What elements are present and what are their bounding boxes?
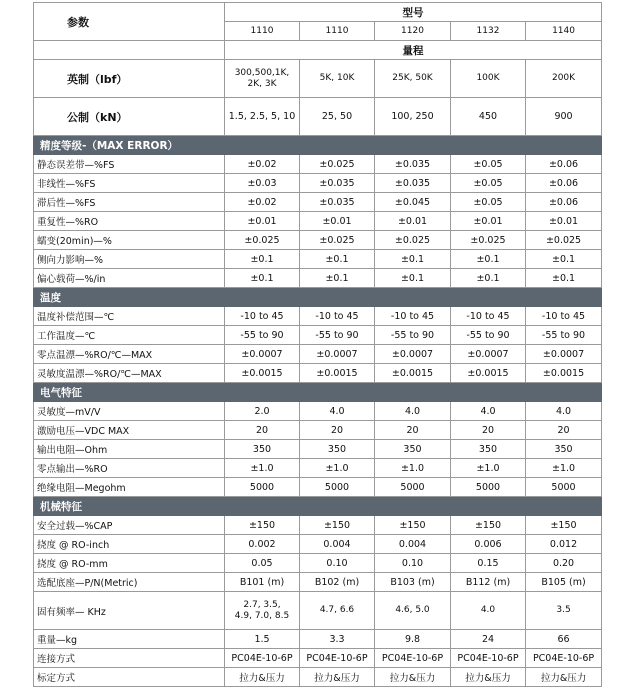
spec-row (34, 554, 602, 573)
spec-value: 0.10 (300, 554, 375, 573)
imperial-value: 25K, 50K (375, 60, 451, 98)
spec-label: 激励电压—VDC MAX (34, 421, 225, 440)
spec-value: -10 to 45 (526, 307, 602, 326)
spec-value: ±1.0 (451, 459, 526, 478)
spec-row (34, 307, 602, 326)
spec-value: B102 (m) (300, 573, 375, 592)
spec-value: ±0.1 (451, 250, 526, 269)
header-row-group (34, 3, 602, 22)
spec-value: 3.3 (300, 630, 375, 649)
spec-value: -10 to 45 (300, 307, 375, 326)
metric-value: 25, 50 (300, 98, 375, 136)
spec-label: 非线性—%FS (34, 174, 225, 193)
spec-value: ±0.0007 (375, 345, 451, 364)
spec-row (34, 459, 602, 478)
range-blank-cell (34, 41, 225, 60)
spec-value: ±0.1 (451, 269, 526, 288)
spec-label: 重复性—%RO (34, 212, 225, 231)
spec-value: ±0.01 (451, 212, 526, 231)
capacity-imperial-row (34, 60, 602, 98)
spec-value: B103 (m) (375, 573, 451, 592)
spec-value: 20 (300, 421, 375, 440)
spec-row (34, 535, 602, 554)
spec-value: 0.004 (375, 535, 451, 554)
imperial-value: 300,500,1K, 2K, 3K (225, 60, 300, 98)
spec-value: 5000 (300, 478, 375, 497)
spec-value: ±0.1 (526, 269, 602, 288)
spec-label: 输出电阻—Ohm (34, 440, 225, 459)
spec-value: 350 (225, 440, 300, 459)
spec-row (34, 345, 602, 364)
metric-value: 1.5, 2.5, 5, 10 (225, 98, 300, 136)
metric-value: 100, 250 (375, 98, 451, 136)
spec-row (34, 269, 602, 288)
spec-value: ±0.01 (375, 212, 451, 231)
spec-label: 零点温漂—%RO/℃—MAX (34, 345, 225, 364)
spec-value: ±0.1 (225, 269, 300, 288)
spec-value: ±150 (526, 516, 602, 535)
spec-value: ±1.0 (375, 459, 451, 478)
spec-value: 0.20 (526, 554, 602, 573)
spec-value: ±0.025 (300, 155, 375, 174)
spec-value: ±0.03 (225, 174, 300, 193)
spec-row (34, 592, 602, 630)
spec-value: -55 to 90 (451, 326, 526, 345)
spec-label: 滞后性—%FS (34, 193, 225, 212)
imperial-value: 100K (451, 60, 526, 98)
spec-value: ±150 (225, 516, 300, 535)
section-title: 机械特征 (34, 497, 602, 516)
spec-value: ±0.02 (225, 193, 300, 212)
spec-value: ±0.025 (451, 231, 526, 250)
spec-row (34, 155, 602, 174)
spec-value: 0.004 (300, 535, 375, 554)
spec-table-body (34, 3, 602, 687)
spec-value: 20 (451, 421, 526, 440)
spec-value: ±0.025 (375, 231, 451, 250)
spec-value: -55 to 90 (225, 326, 300, 345)
spec-value: 5000 (225, 478, 300, 497)
imperial-value: 200K (526, 60, 602, 98)
spec-value: 9.8 (375, 630, 451, 649)
metric-label: 公制（kN） (34, 98, 225, 136)
spec-value: -10 to 45 (451, 307, 526, 326)
imperial-label: 英制（lbf） (34, 60, 225, 98)
spec-value: 5000 (375, 478, 451, 497)
spec-value: PC04E-10-6P (375, 649, 451, 668)
spec-value: ±1.0 (225, 459, 300, 478)
spec-row (34, 364, 602, 383)
spec-value: ±0.02 (225, 155, 300, 174)
metric-value: 900 (526, 98, 602, 136)
spec-row (34, 231, 602, 250)
spec-label: 标定方式 (34, 668, 225, 687)
spec-value: ±0.1 (526, 250, 602, 269)
spec-value: 0.05 (225, 554, 300, 573)
spec-value: ±0.025 (225, 231, 300, 250)
spec-value: 4.0 (300, 402, 375, 421)
spec-value: 24 (451, 630, 526, 649)
spec-value: ±0.0015 (526, 364, 602, 383)
spec-label: 温度补偿范围—℃ (34, 307, 225, 326)
spec-value: PC04E-10-6P (526, 649, 602, 668)
spec-row (34, 516, 602, 535)
metric-value: 450 (451, 98, 526, 136)
spec-value: ±0.0015 (451, 364, 526, 383)
spec-row (34, 478, 602, 497)
spec-row (34, 440, 602, 459)
spec-label: 静态误差带—%FS (34, 155, 225, 174)
capacity-metric-row (34, 98, 602, 136)
spec-value: 20 (526, 421, 602, 440)
spec-value: 4.7, 6.6 (300, 592, 375, 630)
spec-value: 5000 (526, 478, 602, 497)
spec-value: ±0.06 (526, 155, 602, 174)
spec-value: PC04E-10-6P (300, 649, 375, 668)
spec-value: ±0.025 (526, 231, 602, 250)
spec-value: 350 (526, 440, 602, 459)
spec-row (34, 668, 602, 687)
spec-value: 3.5 (526, 592, 602, 630)
spec-label: 挠度 @ RO-inch (34, 535, 225, 554)
spec-label: 挠度 @ RO-mm (34, 554, 225, 573)
spec-value: ±150 (300, 516, 375, 535)
spec-value: ±0.1 (300, 269, 375, 288)
spec-value: ±150 (375, 516, 451, 535)
spec-value: 350 (375, 440, 451, 459)
spec-value: 拉力&压力 (225, 668, 300, 687)
spec-value: ±0.1 (300, 250, 375, 269)
spec-value: -10 to 45 (225, 307, 300, 326)
spec-row (34, 326, 602, 345)
spec-value: 20 (375, 421, 451, 440)
spec-value: 20 (225, 421, 300, 440)
spec-value: ±0.01 (300, 212, 375, 231)
spec-row (34, 250, 602, 269)
spec-value: 66 (526, 630, 602, 649)
spec-row (34, 573, 602, 592)
spec-value: ±150 (451, 516, 526, 535)
model-cell: 1120 (375, 22, 451, 41)
spec-value: 4.0 (375, 402, 451, 421)
spec-row (34, 649, 602, 668)
spec-row (34, 174, 602, 193)
spec-value: ±0.0015 (300, 364, 375, 383)
spec-value: ±0.035 (300, 193, 375, 212)
spec-table (33, 2, 602, 687)
spec-value: ±0.0015 (375, 364, 451, 383)
spec-value: 4.0 (526, 402, 602, 421)
spec-label: 固有频率— KHz (34, 592, 225, 630)
spec-value: 0.006 (451, 535, 526, 554)
spec-value: 0.002 (225, 535, 300, 554)
range-group-label: 量程 (225, 41, 602, 60)
spec-label: 连接方式 (34, 649, 225, 668)
spec-value: ±0.05 (451, 174, 526, 193)
spec-row (34, 630, 602, 649)
param-label: 参数 (34, 3, 225, 41)
section-header-row (34, 136, 602, 155)
spec-value: ±0.045 (375, 193, 451, 212)
spec-value: 2.0 (225, 402, 300, 421)
section-header-row (34, 497, 602, 516)
spec-row (34, 402, 602, 421)
spec-label: 灵敏度温漂—%RO/℃—MAX (34, 364, 225, 383)
spec-value: B112 (m) (451, 573, 526, 592)
spec-value: 拉力&压力 (300, 668, 375, 687)
spec-value: ±0.035 (375, 155, 451, 174)
spec-value: ±0.035 (375, 174, 451, 193)
spec-value: ±0.01 (225, 212, 300, 231)
model-cell: 1132 (451, 22, 526, 41)
imperial-value: 5K, 10K (300, 60, 375, 98)
model-group-label: 型号 (225, 3, 602, 22)
model-cell: 1140 (526, 22, 602, 41)
spec-label: 蠕变(20min)—% (34, 231, 225, 250)
spec-value: ±0.1 (375, 269, 451, 288)
model-cell: 1110 (300, 22, 375, 41)
spec-value: 350 (300, 440, 375, 459)
spec-label: 重量—kg (34, 630, 225, 649)
spec-label: 工作温度—℃ (34, 326, 225, 345)
spec-value: 拉力&压力 (526, 668, 602, 687)
spec-row (34, 421, 602, 440)
spec-value: ±0.1 (375, 250, 451, 269)
section-header-row (34, 288, 602, 307)
spec-label: 零点输出—%RO (34, 459, 225, 478)
spec-value: ±0.05 (451, 155, 526, 174)
spec-value: 2.7, 3.5, 4.9, 7.0, 8.5 (225, 592, 300, 630)
spec-value: ±0.0007 (300, 345, 375, 364)
spec-value: 0.15 (451, 554, 526, 573)
spec-value: 350 (451, 440, 526, 459)
spec-value: ±0.0007 (451, 345, 526, 364)
spec-value: ±0.1 (225, 250, 300, 269)
range-group-row (34, 41, 602, 60)
spec-value: ±0.05 (451, 193, 526, 212)
spec-row (34, 193, 602, 212)
spec-value: ±1.0 (526, 459, 602, 478)
section-title: 精度等级-（MAX ERROR） (34, 136, 602, 155)
spec-value: 0.012 (526, 535, 602, 554)
section-header-row (34, 383, 602, 402)
spec-label: 绝缘电阻—Megohm (34, 478, 225, 497)
spec-value: ±0.0007 (526, 345, 602, 364)
spec-row (34, 212, 602, 231)
spec-value: 4.0 (451, 592, 526, 630)
spec-value: ±0.025 (300, 231, 375, 250)
spec-value: ±1.0 (300, 459, 375, 478)
spec-value: PC04E-10-6P (451, 649, 526, 668)
spec-value: -55 to 90 (526, 326, 602, 345)
section-title: 电气特征 (34, 383, 602, 402)
spec-value: B101 (m) (225, 573, 300, 592)
spec-label: 侧向力影响—% (34, 250, 225, 269)
spec-value: 1.5 (225, 630, 300, 649)
spec-value: ±0.01 (526, 212, 602, 231)
spec-label: 灵敏度—mV/V (34, 402, 225, 421)
spec-value: -55 to 90 (375, 326, 451, 345)
spec-value: B105 (m) (526, 573, 602, 592)
spec-label: 偏心载荷—%/in (34, 269, 225, 288)
spec-label: 选配底座—P/N(Metric) (34, 573, 225, 592)
spec-value: 4.6, 5.0 (375, 592, 451, 630)
model-cell: 1110 (225, 22, 300, 41)
spec-label: 安全过载—%CAP (34, 516, 225, 535)
spec-value: ±0.0015 (225, 364, 300, 383)
spec-value: ±0.0007 (225, 345, 300, 364)
spec-value: 5000 (451, 478, 526, 497)
spec-value: PC04E-10-6P (225, 649, 300, 668)
section-title: 温度 (34, 288, 602, 307)
spec-value: 拉力&压力 (375, 668, 451, 687)
spec-value: ±0.06 (526, 174, 602, 193)
spec-value: ±0.06 (526, 193, 602, 212)
spec-value: 4.0 (451, 402, 526, 421)
spec-value: 0.10 (375, 554, 451, 573)
spec-value: 拉力&压力 (451, 668, 526, 687)
spec-value: ±0.035 (300, 174, 375, 193)
spec-value: -10 to 45 (375, 307, 451, 326)
spec-value: -55 to 90 (300, 326, 375, 345)
